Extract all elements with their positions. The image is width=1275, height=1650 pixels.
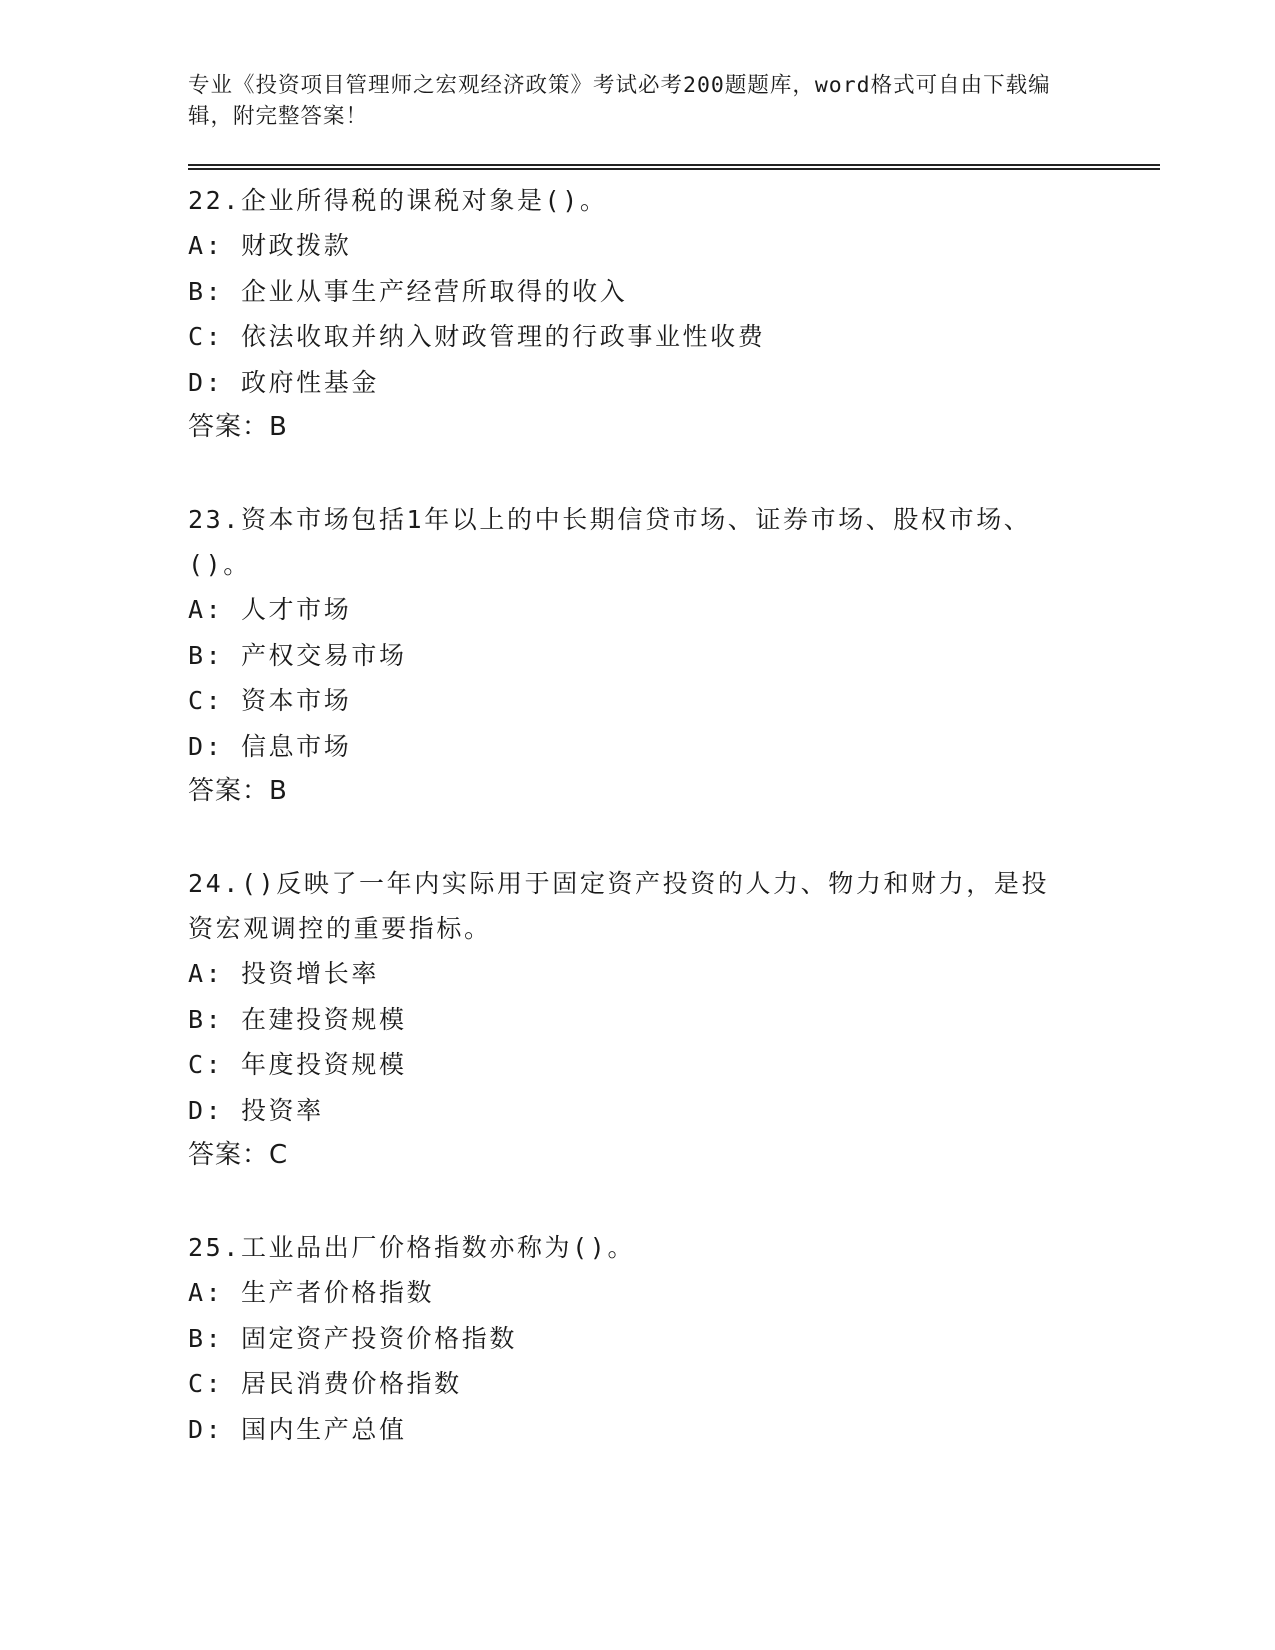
option-c: C: 资本市场 [188,686,352,715]
question-22 [188,178,1160,450]
option-b: B: 固定资产投资价格指数 [188,1323,517,1353]
question-24 [188,861,1160,1178]
answer-line: 答案：B [188,776,288,806]
question-stem: 25.工业品出厂价格指数亦称为()。 [188,1233,636,1262]
option-c: C: 年度投资规模 [188,1050,407,1079]
answer-line: 答案：C [188,1140,289,1170]
question-25 [188,1225,1160,1452]
option-b: B: 产权交易市场 [188,640,407,670]
question-stem: 22.企业所得税的课税对象是()。 [188,186,608,215]
double-rule-divider [188,164,1160,170]
option-c: C: 依法收取并纳入财政管理的行政事业性收费 [188,322,766,351]
question-spacer [188,450,1160,497]
option-b: B: 企业从事生产经营所取得的收入 [188,276,628,306]
option-a: A: 人才市场 [188,595,352,624]
question-stem: 24.()反映了一年内实际用于固定资产投资的人力、物力和财力，是投资宏观调控的重要指标。 [188,869,1050,943]
option-a: A: 生产者价格指数 [188,1278,435,1307]
option-d: D: 投资率 [188,1095,324,1125]
option-a: A: 投资增长率 [188,959,379,988]
question-spacer [188,1178,1160,1225]
answer-line: 答案：B [188,412,288,442]
question-23 [188,497,1160,814]
option-a: A: 财政拨款 [188,231,352,260]
option-c: C: 居民消费价格指数 [188,1369,462,1398]
option-d: D: 政府性基金 [188,367,379,397]
option-b: B: 在建投资规模 [188,1004,407,1034]
question-spacer [188,814,1160,861]
option-d: D: 信息市场 [188,731,352,761]
document-intro: 专业《投资项目管理师之宏观经济政策》考试必考200题题库，word格式可自由下载编辑，附完整答案！ [188,73,1051,129]
document-page [188,70,1160,1452]
option-d: D: 国内生产总值 [188,1414,407,1444]
question-stem: 23.资本市场包括1年以上的中长期信贷市场、证券市场、股权市场、()。 [188,505,1032,579]
